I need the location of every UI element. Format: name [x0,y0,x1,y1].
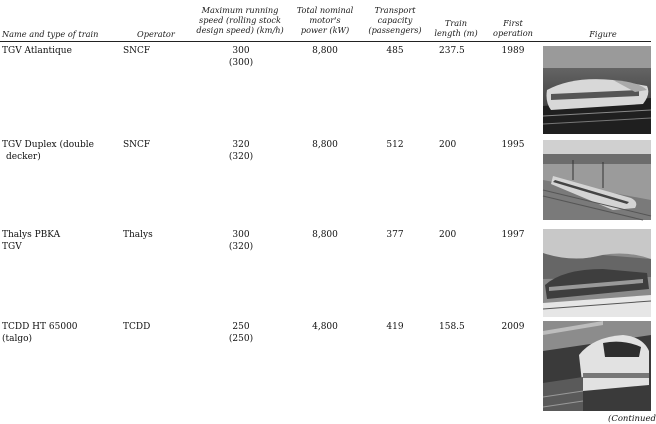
train-photo [543,321,651,411]
row4-first-operation: 2009 [501,322,525,332]
header-speed: Maximum running speed (rolling stock design speed) (km/h) [196,5,284,35]
train-photo [543,46,651,134]
train-photo [543,140,651,220]
row3-first-operation: 1997 [501,230,525,240]
row1-length: 237.5 [439,46,465,56]
row1-name: TGV Atlantique [2,46,72,56]
row1-capacity: 485 [386,46,404,56]
row2-first-operation: 1995 [501,140,525,150]
header-capacity: Transport capacity (passengers) [368,5,422,35]
row3-operator: Thalys [123,230,153,240]
train-photo [543,229,651,317]
header-rule [0,41,651,42]
header-first-operation: First operation [493,18,533,38]
row3-speed: 300 (320) [228,230,254,252]
header-figure: Figure [589,29,617,39]
row4-capacity: 419 [386,322,404,332]
row1-power: 8,800 [312,46,338,56]
row2-name: TGV Duplex (double decker) [2,140,94,162]
row3-power: 8,800 [312,230,338,240]
continued-note: (Continued [608,414,656,424]
header-power: Total nominal motor's power (kW) [296,5,354,35]
row3-length: 200 [439,230,457,240]
header-operator: Operator [137,29,175,39]
row2-power: 8,800 [312,140,338,150]
row4-speed: 250 (250) [228,322,254,344]
row2-speed: 320 (320) [228,140,254,162]
header-name: Name and type of train [2,29,99,39]
header-length: Train length (m) [434,18,478,38]
row2-capacity: 512 [386,140,404,150]
row4-name: TCDD HT 65000 (talgo) [2,322,78,344]
row4-length: 158.5 [439,322,465,332]
row1-operator: SNCF [123,46,151,56]
row2-operator: SNCF [123,140,151,150]
row3-capacity: 377 [386,230,404,240]
row4-operator: TCDD [123,322,151,332]
row1-speed: 300 (300) [228,46,254,68]
row3-name: Thalys PBKA TGV [2,230,61,252]
row4-power: 4,800 [312,322,338,332]
row1-first-operation: 1989 [501,46,525,56]
row2-length: 200 [439,140,457,150]
